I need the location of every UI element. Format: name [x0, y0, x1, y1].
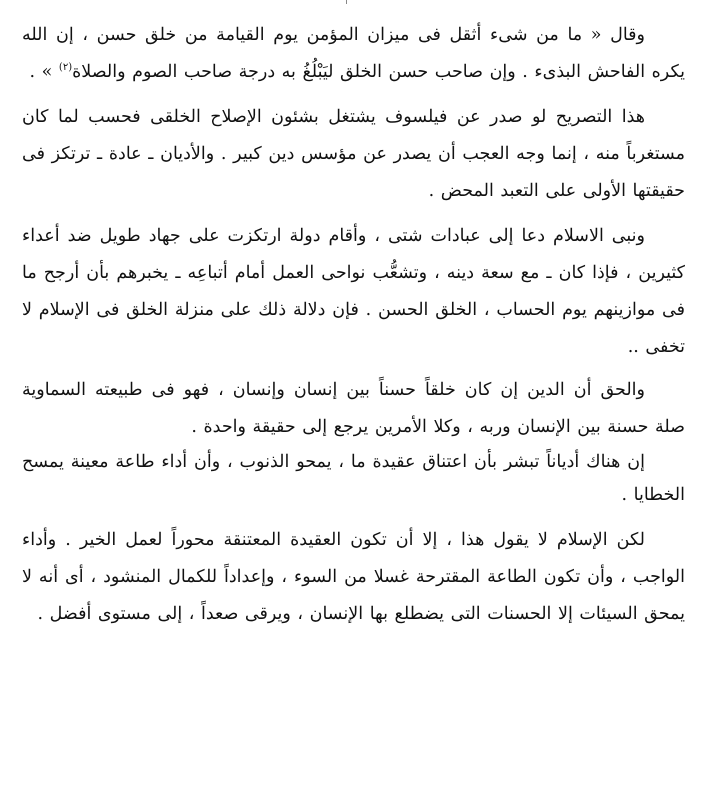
paragraph-hadith-quote — [22, 17, 685, 91]
paragraph-prophet-of-islam: ونبى الاسلام دعا إلى عبادات شتى ، وأقام دولة ارتكزت على جهاد طويل ضد أعداء كثيرين ، فإذا كان ـ مع سعة دينه ، وتشعُّب نواحى العمل أمام أتباعِه ـ يخبرهم بأن أرجح ما فى موازينهم يوم الحساب ، الخلق الحسن . فإن دلالة ذلك على منزلة الخلق فى الإسلام لا تخفى .. — [22, 226, 685, 357]
footnote-marker[interactable]: (٢) — [58, 62, 73, 74]
paragraph-other-religions: إن هناك أدياناً تبشر بأن اعتناق عقيدة ما ، يمحو الذنوب ، وأن أداء طاعة معينة يمسح الخطايا . — [22, 452, 685, 505]
paragraph-religion-good-character: والحق أن الدين إن كان خلقاً حسناً بين إنسان وإنسان ، فهو فى طبيعته السماوية صلة حسنة بين الإنسان وربه ، وكلا الأمرين يرجع إلى حقيقة واحدة . — [22, 380, 685, 437]
paragraph-text: وقال « ما من شىء أثقل فى ميزان المؤمن يوم القيامة من خلق حسن ، إن الله يكره الفاحش البذىء . وإن صاحب حسن الخلق ليَبْلُغُ به درجة صاحب الصوم والصلاة — [22, 25, 685, 82]
paragraph-philosopher-statement: هذا التصريح لو صدر عن فيلسوف يشتغل بشئون الإصلاح الخلقى فحسب لما كان مستغرباً منه ، إنما وجه العجب أن يصدر عن مؤسس دين كبير . والأديان ـ عادة ـ ترتكز فى حقيقتها الأولى على التعبد المحض . — [22, 107, 685, 201]
paragraph-islam-position: لكن الإسلام لا يقول هذا ، إلا أن تكون العقيدة المعتنقة محوراً لعمل الخير . وأداء الواجب ، وأن تكون الطاعة المقترحة غسلا من السوء ، وإعداداً للكمال المنشود ، أى أنه لا يمحق السيئات إلا الحسنات التى يضطلع بها الإنسان ، ويرقى صعداً ، إلى مستوى أفضل . — [22, 530, 685, 624]
paragraph-text-end: » . — [29, 62, 59, 82]
document-page — [22, 0, 685, 633]
